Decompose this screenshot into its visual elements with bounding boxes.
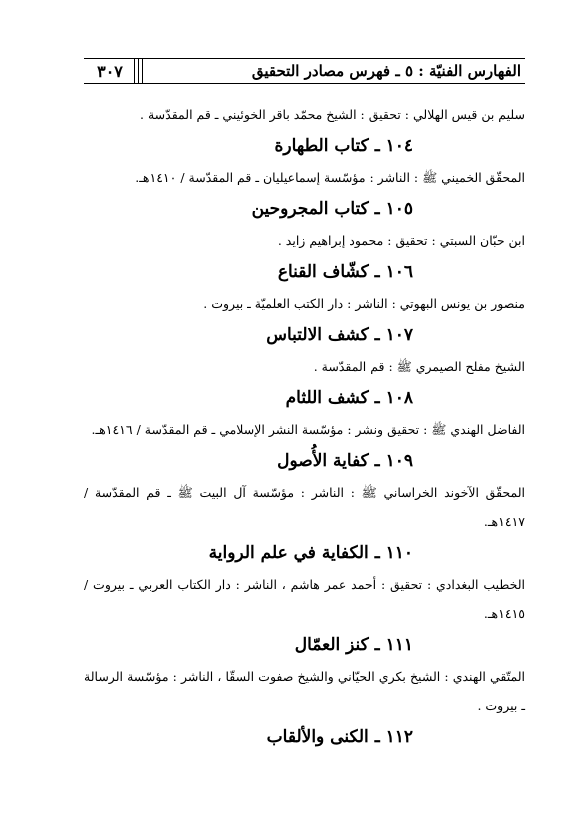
entry-citation: منصور بن يونس البهوتي : الناشر : دار الكتب العلميّة ـ بيروت .: [203, 296, 525, 311]
entry-title: ١٠٤ ـ كتاب الطهارة: [274, 136, 413, 156]
entry-citation: ابن حبّان السبتي : تحقيق : محمود إبراهيم زايد .: [277, 233, 525, 248]
header-top-rule: [84, 58, 525, 59]
entry-citation: سليم بن قيس الهلالي : تحقيق : الشيخ محمّد باقر الخوئيني ـ قم المقدّسة .: [140, 107, 525, 122]
entry-title: ١٠٩ ـ كفاية الأُصول: [277, 451, 413, 471]
header-divider: [138, 58, 139, 84]
entry-title: ١١٢ ـ الكنى والألقاب: [266, 727, 413, 747]
bibliography-body: [84, 100, 525, 754]
header-bottom-rule: [84, 83, 525, 84]
page-number: ٣٠٧: [97, 62, 123, 81]
entry-title: ١٠٥ ـ كتاب المجروحين: [251, 199, 413, 219]
page-header: [84, 58, 525, 84]
entry-title: ١٠٦ ـ كشّاف القناع: [277, 262, 413, 282]
entry-citation: المتّقي الهندي : الشيخ بكري الحيّاني والشيخ صفوت السقّا ، الناشر : مؤسّسة الرسالة ـ بيروت .: [84, 669, 525, 713]
entry-title: ١٠٧ ـ كشف الالتباس: [266, 325, 413, 345]
entry-title: ١١٠ ـ الكفاية في علم الرواية: [208, 543, 413, 563]
header-divider: [134, 58, 135, 84]
entry-citation: الشيخ مفلح الصيمري ﷺ : قم المقدّسة .: [313, 359, 525, 374]
entry-citation: الخطيب البغدادي : تحقيق : أحمد عمر هاشم ، الناشر : دار الكتاب العربي ـ بيروت / ١٤١٥هـ.: [84, 577, 525, 621]
entry-citation: الفاضل الهندي ﷺ : تحقيق ونشر : مؤسّسة النشر الإسلامي ـ قم المقدّسة / ١٤١٦هـ.: [91, 422, 525, 437]
running-title: الفهارس الفنيّة : ٥ ـ فهرس مصادر التحقيق: [251, 62, 521, 80]
entry-citation: المحقّق الآخوند الخراساني ﷺ : الناشر : مؤسّسة آل البيت ﷺ ـ قم المقدّسة / ١٤١٧هـ.: [84, 485, 525, 529]
entry-citation: المحقّق الخميني ﷺ : الناشر : مؤسّسة إسماعيليان ـ قم المقدّسة / ١٤١٠هـ.: [135, 170, 525, 185]
entry-title: ١٠٨ ـ كشف اللثام: [285, 388, 413, 408]
header-divider: [142, 58, 143, 84]
entry-title: ١١١ ـ كنز العمّال: [294, 635, 413, 655]
